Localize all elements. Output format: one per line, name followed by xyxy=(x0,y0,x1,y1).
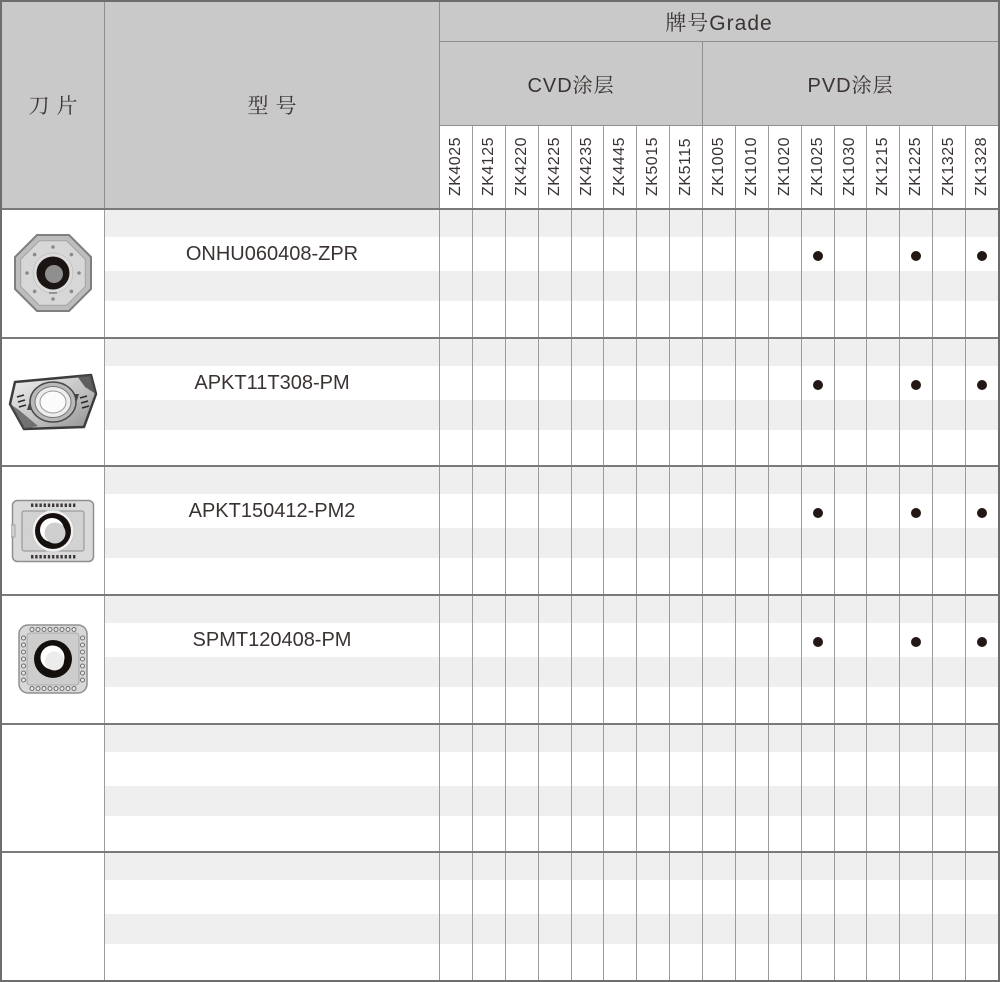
grade-cell-ZK4125 xyxy=(473,725,506,852)
table-row xyxy=(2,851,998,980)
grade-cell-ZK4445 xyxy=(604,596,637,723)
grade-cell-ZK1030 xyxy=(835,596,868,723)
grade-cell-ZK1025 xyxy=(802,853,835,980)
grade-cell-ZK4220 xyxy=(506,339,539,466)
grade-label-text: ZK4225 xyxy=(545,137,563,197)
grade-cell-ZK4225 xyxy=(539,339,572,466)
grade-cell-ZK5015 xyxy=(637,210,670,337)
grade-label-text: ZK1215 xyxy=(874,137,892,197)
grade-cell-ZK1010 xyxy=(736,210,769,337)
cvd-header-label: CVD涂层 xyxy=(527,75,615,97)
grade-header-group xyxy=(440,2,998,208)
grade-column-label-ZK1010 xyxy=(736,126,769,208)
grade-cell-ZK5015 xyxy=(637,596,670,723)
grade-label-text: ZK4125 xyxy=(479,137,497,197)
grade-cell-ZK4445 xyxy=(604,467,637,594)
grade-cell-ZK1005 xyxy=(703,853,736,980)
grade-cell-ZK4445 xyxy=(604,210,637,337)
grade-cell-ZK5115 xyxy=(670,853,703,980)
grade-cell-ZK1005 xyxy=(703,725,736,852)
grade-cell-ZK1328 xyxy=(966,725,998,852)
grade-column-label-ZK5015 xyxy=(637,126,670,208)
grade-label-text: ZK1025 xyxy=(808,137,826,197)
coating-header-row xyxy=(440,42,998,126)
grade-cell-ZK4220 xyxy=(506,725,539,852)
availability-dot xyxy=(813,508,823,518)
cvd-coating-header xyxy=(440,42,703,125)
model-number: SPMT120408-PM xyxy=(192,629,352,652)
model-cell xyxy=(105,596,440,723)
grade-cell-ZK1215 xyxy=(867,725,900,852)
grade-cell-ZK4225 xyxy=(539,467,572,594)
grade-cell-ZK4125 xyxy=(473,596,506,723)
grade-cell-ZK5115 xyxy=(670,339,703,466)
grade-group-title xyxy=(440,2,998,42)
grade-cell-ZK4025 xyxy=(440,339,473,466)
grade-label-text: ZK4445 xyxy=(611,137,629,197)
grade-cell-ZK1225 xyxy=(900,210,933,337)
blade-image-cell xyxy=(2,339,105,466)
availability-dot xyxy=(813,637,823,647)
grade-cell-ZK1225 xyxy=(900,725,933,852)
grade-cell-ZK1225 xyxy=(900,339,933,466)
grade-cell-ZK1328 xyxy=(966,596,998,723)
grade-label-text: ZK1020 xyxy=(775,137,793,197)
grade-cell-ZK4445 xyxy=(604,725,637,852)
blade-image-cell xyxy=(2,725,105,852)
grade-cell-ZK4225 xyxy=(539,725,572,852)
grade-cell-ZK5115 xyxy=(670,210,703,337)
grade-label-row xyxy=(440,126,998,208)
grade-label-text: ZK4220 xyxy=(512,137,530,197)
grade-column-label-ZK4445 xyxy=(604,126,637,208)
grade-cell-ZK5115 xyxy=(670,467,703,594)
grade-label-text: ZK5015 xyxy=(644,137,662,197)
model-header-label: 型号 xyxy=(247,95,304,118)
grade-cell-ZK1030 xyxy=(835,853,868,980)
grade-cell-ZK1030 xyxy=(835,210,868,337)
table-row xyxy=(2,465,998,594)
model-number: ONHU060408-ZPR xyxy=(185,243,359,265)
grade-cell-ZK1225 xyxy=(900,596,933,723)
grade-cell-ZK4125 xyxy=(473,210,506,337)
grade-cell-ZK1030 xyxy=(835,339,868,466)
pvd-coating-header xyxy=(703,42,998,125)
grade-column-label-ZK1020 xyxy=(769,126,802,208)
model-cell xyxy=(105,467,440,594)
grade-column-label-ZK4025 xyxy=(440,126,473,208)
grade-cell-ZK1325 xyxy=(933,853,966,980)
blade-image-cell xyxy=(2,596,105,723)
availability-dot xyxy=(911,380,921,390)
grade-cell-ZK4025 xyxy=(440,467,473,594)
grade-cell-ZK1025 xyxy=(802,339,835,466)
table-row xyxy=(2,208,998,337)
grade-cell-ZK5015 xyxy=(637,725,670,852)
grade-cell-ZK4220 xyxy=(506,596,539,723)
grade-cell-ZK1010 xyxy=(736,467,769,594)
grade-cell-ZK5115 xyxy=(670,725,703,852)
model-number xyxy=(105,880,439,914)
grade-column-label-ZK4125 xyxy=(473,126,506,208)
grade-cell-ZK4235 xyxy=(572,596,605,723)
model-cell xyxy=(105,725,440,852)
grade-cell-ZK1325 xyxy=(933,339,966,466)
model-number: APKT11T308-PM xyxy=(194,371,350,394)
grade-column-label-ZK5115 xyxy=(670,126,703,208)
grade-cell-ZK5015 xyxy=(637,467,670,594)
grade-column-label-ZK1225 xyxy=(900,126,933,208)
grade-cell-ZK1010 xyxy=(736,725,769,852)
grade-label-text: ZK1030 xyxy=(841,137,859,197)
availability-dot xyxy=(911,637,921,647)
octagon-insert-photo xyxy=(13,234,93,312)
grade-cell-ZK1225 xyxy=(900,467,933,594)
grade-cell-ZK1005 xyxy=(703,467,736,594)
grade-cell-ZK1328 xyxy=(966,853,998,980)
grade-cell-ZK1025 xyxy=(802,725,835,852)
blade-image-cell xyxy=(2,853,105,980)
parallelogram-insert-photo xyxy=(7,370,99,434)
grade-cell-ZK1030 xyxy=(835,725,868,852)
grade-cell-ZK1325 xyxy=(933,725,966,852)
grade-cell-ZK1025 xyxy=(802,210,835,337)
grade-cells xyxy=(440,467,998,594)
grade-cell-ZK1010 xyxy=(736,339,769,466)
grade-label-text: ZK1328 xyxy=(972,137,990,197)
blade-header-label: 刀片 xyxy=(28,95,85,118)
grade-cell-ZK4445 xyxy=(604,339,637,466)
grade-cells xyxy=(440,210,998,337)
model-cell xyxy=(105,339,440,466)
grade-cell-ZK4025 xyxy=(440,210,473,337)
blade-column-header xyxy=(2,2,105,208)
grade-cell-ZK1328 xyxy=(966,467,998,594)
grade-cell-ZK4235 xyxy=(572,339,605,466)
grade-cell-ZK1328 xyxy=(966,210,998,337)
grade-label-text: ZK1010 xyxy=(742,137,760,197)
grade-cell-ZK4225 xyxy=(539,596,572,723)
grade-cell-ZK5115 xyxy=(670,596,703,723)
grade-cell-ZK4235 xyxy=(572,210,605,337)
grade-cell-ZK1325 xyxy=(933,210,966,337)
grade-cell-ZK1215 xyxy=(867,467,900,594)
grade-title-label: 牌号Grade xyxy=(665,11,773,35)
grade-column-label-ZK1025 xyxy=(802,126,835,208)
table-body xyxy=(2,208,998,980)
grade-cell-ZK4235 xyxy=(572,725,605,852)
grade-cell-ZK4220 xyxy=(506,210,539,337)
grade-cell-ZK4445 xyxy=(604,853,637,980)
availability-dot xyxy=(813,380,823,390)
grade-cell-ZK4025 xyxy=(440,596,473,723)
grade-cell-ZK4125 xyxy=(473,339,506,466)
grade-column-label-ZK4235 xyxy=(572,126,605,208)
grade-label-text: ZK1225 xyxy=(907,137,925,197)
model-number xyxy=(105,752,439,786)
grade-cell-ZK1010 xyxy=(736,853,769,980)
grade-cell-ZK1030 xyxy=(835,467,868,594)
grade-cell-ZK1020 xyxy=(769,467,802,594)
model-cell xyxy=(105,210,440,337)
grade-cell-ZK1005 xyxy=(703,596,736,723)
grade-column-label-ZK1325 xyxy=(933,126,966,208)
grade-cells xyxy=(440,339,998,466)
grade-cell-ZK4225 xyxy=(539,210,572,337)
grade-column-label-ZK1005 xyxy=(703,126,736,208)
grade-cell-ZK1325 xyxy=(933,596,966,723)
square-insert-photo xyxy=(17,623,89,695)
model-column-header xyxy=(105,2,440,208)
grade-cell-ZK1215 xyxy=(867,339,900,466)
grade-cell-ZK4125 xyxy=(473,853,506,980)
table-row xyxy=(2,723,998,852)
grade-cell-ZK1215 xyxy=(867,596,900,723)
table-row xyxy=(2,337,998,466)
grade-label-text: ZK4025 xyxy=(446,137,464,197)
grade-cell-ZK1020 xyxy=(769,853,802,980)
availability-dot xyxy=(977,251,987,261)
availability-dot xyxy=(977,380,987,390)
blade-image-cell xyxy=(2,467,105,594)
grade-cell-ZK1020 xyxy=(769,596,802,723)
model-number: APKT150412-PM2 xyxy=(188,500,356,523)
grade-cell-ZK1005 xyxy=(703,339,736,466)
blade-image-cell xyxy=(2,210,105,337)
grade-cell-ZK4125 xyxy=(473,467,506,594)
grade-cells xyxy=(440,725,998,852)
availability-dot xyxy=(977,508,987,518)
grade-column-label-ZK4225 xyxy=(539,126,572,208)
grade-cell-ZK4025 xyxy=(440,725,473,852)
grade-cell-ZK1020 xyxy=(769,210,802,337)
availability-dot xyxy=(911,251,921,261)
grade-cell-ZK1025 xyxy=(802,596,835,723)
grade-cells xyxy=(440,596,998,723)
grade-cell-ZK4235 xyxy=(572,853,605,980)
grade-cell-ZK4025 xyxy=(440,853,473,980)
grade-label-text: ZK5115 xyxy=(677,138,695,196)
grade-cell-ZK4220 xyxy=(506,467,539,594)
grade-cell-ZK1020 xyxy=(769,725,802,852)
grade-column-label-ZK4220 xyxy=(506,126,539,208)
pvd-header-label: PVD涂层 xyxy=(807,75,894,97)
grade-cell-ZK1010 xyxy=(736,596,769,723)
grade-cells xyxy=(440,853,998,980)
table-row xyxy=(2,594,998,723)
grade-label-text: ZK1325 xyxy=(940,137,958,197)
grade-column-label-ZK1328 xyxy=(966,126,998,208)
grade-cell-ZK1215 xyxy=(867,210,900,337)
grade-cell-ZK1025 xyxy=(802,467,835,594)
rectangle-insert-photo xyxy=(11,498,95,564)
availability-dot xyxy=(813,251,823,261)
grade-column-label-ZK1030 xyxy=(835,126,868,208)
grade-cell-ZK4235 xyxy=(572,467,605,594)
grade-label-text: ZK1005 xyxy=(709,137,727,197)
availability-dot xyxy=(977,637,987,647)
grade-cell-ZK1225 xyxy=(900,853,933,980)
availability-dot xyxy=(911,508,921,518)
grade-cell-ZK5015 xyxy=(637,339,670,466)
grade-cell-ZK1328 xyxy=(966,339,998,466)
grade-cell-ZK1020 xyxy=(769,339,802,466)
grade-label-text: ZK4235 xyxy=(578,137,596,197)
grade-cell-ZK1215 xyxy=(867,853,900,980)
table-header xyxy=(2,2,998,208)
grade-cell-ZK5015 xyxy=(637,853,670,980)
grade-cell-ZK4220 xyxy=(506,853,539,980)
grade-column-label-ZK1215 xyxy=(867,126,900,208)
grade-cell-ZK4225 xyxy=(539,853,572,980)
model-cell xyxy=(105,853,440,980)
grade-cell-ZK1325 xyxy=(933,467,966,594)
grade-cell-ZK1005 xyxy=(703,210,736,337)
